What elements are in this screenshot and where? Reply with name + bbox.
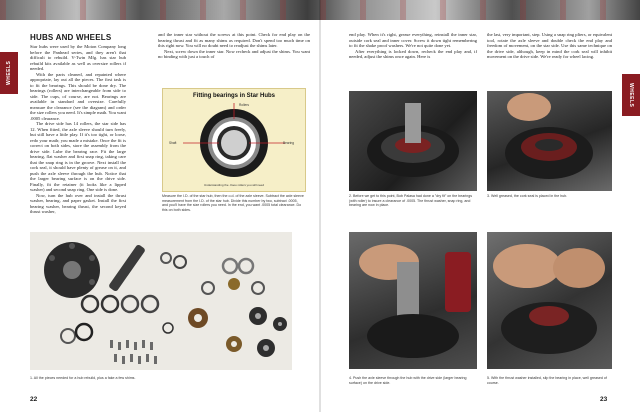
- section-tab-right: WHEELS: [622, 74, 640, 116]
- page-number-right: 23: [600, 396, 608, 403]
- photo-caption-4: 4. Push the axle sleeve through the hub with the drive side (larger bearing surface) on the drive side.: [349, 376, 467, 385]
- body-column-3: [349, 32, 477, 60]
- diagram-footer: Understanding the .0ooo rollers you will need: [203, 183, 265, 187]
- photo-thrust-washer: [487, 232, 612, 369]
- photo-caption-5: 5. With the thrust washer installed, slip the bearing in place, well greased of course.: [487, 376, 607, 385]
- label-bearing: Bearing: [283, 141, 294, 145]
- paragraph: With the parts cleaned, and repainted where appropriate, lay out all the pieces. The first task is to fit the bearings. This should be done dry. The bearings (rollers) are interchangeable from side to side. The cups, of course, are not. Bearings are available in standard and oversize. Carefully measure the clearance (see the diagram) and order the size rollers you need. It's simple math. You want .0005 clearance.: [30, 71, 126, 121]
- label-shaft: Shaft: [169, 141, 177, 145]
- paragraph: Now, turn the hub over and install the thrust washer, bearing, and paper gasket. Install the first bearing washer, bearing thrust, the second keyed thrust washer,: [30, 192, 126, 214]
- photo-caption-1: 1. All the pieces needed for a hub rebuild, plus a fake a few shims.: [30, 376, 136, 380]
- section-heading: HUBS AND WHEELS: [30, 33, 112, 42]
- body-column-1: [30, 44, 126, 215]
- cork-seal-image: [487, 91, 612, 191]
- body-column-2: [158, 32, 310, 60]
- photo-hub-bearings: [349, 91, 477, 191]
- paragraph: the last, very important, step. Using a snap ring pliers, or equivalent tool, rotate the axle sleeve and double check the end play and freedom of movement, on the star side. Use this same technique on the drive side, although, keep in mind the cork seal will inhibit movement on the drive side. We're ready for wheel lacing.: [487, 32, 612, 59]
- page-gutter: [319, 0, 321, 412]
- body-column-4: [487, 32, 612, 60]
- diagram-title: Fitting bearings in Star Hubs: [192, 93, 275, 99]
- label-rollers: Rollers: [239, 103, 249, 107]
- photo-axle-sleeve: [349, 232, 477, 369]
- hub-bearing-image: [349, 91, 477, 191]
- paragraph: The drive side has 14 rollers, the star side has 12. When fitted, the axle sleeve should turn freely, but still have a little play. If it's too tight, or loose, redo your math; you made a mistake. Once the fit is correct on both sides, store the assembly from the drive side. Lube the bearing race. Fit the large bearing, flat washer and first snap ring, taking care that the snap ring is in the groove. Next install the cork seal, it should have plenty of grease on it, and push the axle sleeve through the hub. Notice that the larger bearing surface is on the drive side. Finally, fit the retainer (it looks like a lipped washer) and second snap ring. One side is done.: [30, 121, 126, 192]
- section-tab-left: WHEELS: [0, 52, 18, 94]
- photo-caption-3: 3. Well greased, the cork seal is placed in the hub.: [487, 194, 568, 198]
- paragraph: After everything is locked down, recheck the end play and, if needed, adjust the shims once again. Here is: [349, 48, 477, 59]
- thrust-washer-image: [487, 232, 612, 369]
- photo-cork-seal: [487, 91, 612, 191]
- paragraph: and the inner star without the screws at this point. Check for end play on the bearing thrust and fit as many shims as required. Don't spend too much time on this right now. You will no doubt need to readjust the shims later.: [158, 32, 310, 48]
- bearing-cross-section-graphic: [163, 89, 305, 191]
- paragraph: end play. When it's right, grease everything, reinstall the inner star, outside cork seal and inner cover. Screw it down tight remembering to fit the shake proof washers. We're not quite done yet.: [349, 32, 477, 48]
- page-number-left: 22: [30, 396, 38, 403]
- paragraph: Next, screw down the inner star. Now recheck and adjust the shims. You want no binding with just a touch of: [158, 48, 310, 59]
- paragraph: Star hubs were used by the Moton Company long before the Panhead series, and they aren't that difficult to rebuild. V-Twin Mfg. has star hub rebuild kits available as well as oversize rollers if needed.: [30, 44, 126, 71]
- hub-parts-image: [30, 232, 292, 370]
- axle-sleeve-image: [349, 232, 477, 369]
- photo-caption-2: 2. Before we get to this point, Bob Palasa had done a "dry fit" on the bearings (with roller) to insure a clearance of .0005. The thrust washer, snap ring, and bearing are now in place.: [349, 194, 473, 208]
- bearing-diagram: [162, 88, 306, 192]
- diagram-caption: Measure the I.D. of the star hub, then the o.d. of the axle sleeve. Subtract the axle sleeve measurement from the I.D. of the star hub. Divide this number by two, subtract .0005, and you'll have the size rollers you need. In the end, you want .0005 total clearance. Do this on both sides.: [162, 194, 304, 212]
- parts-layout-photo: [30, 232, 292, 370]
